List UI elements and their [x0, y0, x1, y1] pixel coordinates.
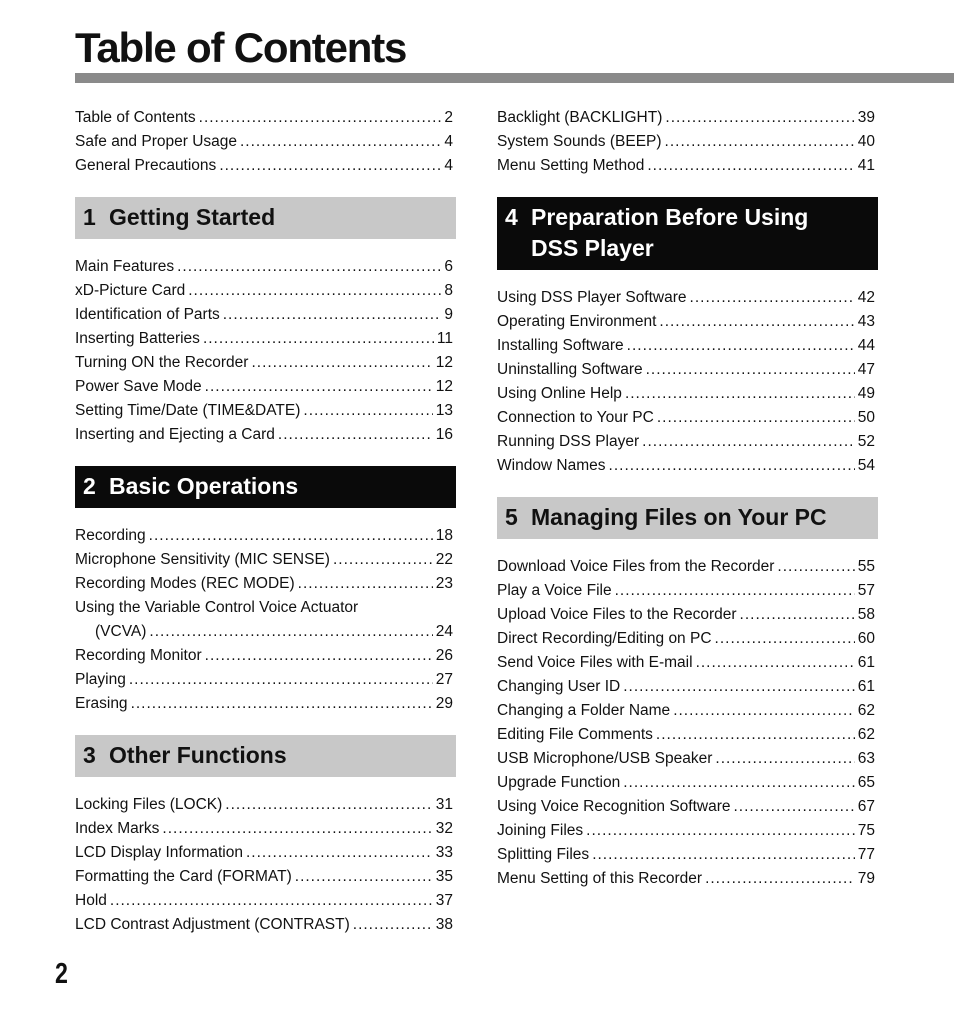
toc-entry[interactable]: Recording Modes (REC MODE) ..... 23 [75, 572, 453, 596]
toc-entry[interactable]: Inserting Batteries ..... 11 [75, 327, 453, 351]
toc-entry[interactable]: Window Names ..... 54 [497, 454, 875, 478]
section-heading-basic-operations: 2 Basic Operations [75, 466, 456, 508]
toc-entry[interactable]: Setting Time/Date (TIME&DATE) ..... 13 [75, 399, 453, 423]
toc-entry[interactable]: Microphone Sensitivity (MIC SENSE) ..... 22 [75, 548, 453, 572]
toc-entry[interactable]: Menu Setting Method ..... 41 [497, 154, 875, 178]
section-2-entries [75, 524, 453, 716]
toc-entry[interactable]: Erasing ..... 29 [75, 692, 453, 716]
toc-entry[interactable]: Hold ..... 37 [75, 889, 453, 913]
section-3-entries [75, 793, 453, 937]
toc-entry[interactable]: Recording Monitor ..... 26 [75, 644, 453, 668]
toc-entry[interactable]: USB Microphone/USB Speaker ..... 63 [497, 747, 875, 771]
toc-entry[interactable]: General Precautions ..... 4 [75, 154, 453, 178]
toc-intro [75, 106, 453, 178]
toc-entry[interactable]: Send Voice Files with E-mail ..... 61 [497, 651, 875, 675]
toc-entry[interactable]: Index Marks ..... 32 [75, 817, 453, 841]
section-1-entries [75, 255, 453, 447]
toc-column-right [497, 106, 875, 891]
toc-entry[interactable]: Play a Voice File ..... 57 [497, 579, 875, 603]
toc-entry[interactable]: Uninstalling Software ..... 47 [497, 358, 875, 382]
page-number: 2 [55, 958, 68, 990]
toc-entry[interactable]: Locking Files (LOCK) ..... 31 [75, 793, 453, 817]
page-title: Table of Contents [75, 24, 407, 71]
toc-entry[interactable]: LCD Display Information ..... 33 [75, 841, 453, 865]
toc-entry[interactable]: Table of Contents ..... 2 [75, 106, 453, 130]
section-heading-getting-started: 1 Getting Started [75, 197, 456, 239]
toc-entry[interactable]: Using Voice Recognition Software ..... 67 [497, 795, 875, 819]
title-rule [75, 73, 954, 83]
toc-entry-continuation[interactable]: (VCVA) ..... 24 [75, 620, 453, 644]
section-heading-other-functions: 3 Other Functions [75, 735, 456, 777]
section-4-entries [497, 286, 875, 478]
toc-entry[interactable]: Power Save Mode ..... 12 [75, 375, 453, 399]
toc-entry[interactable]: Turning ON the Recorder ..... 12 [75, 351, 453, 375]
toc-entry[interactable]: Using DSS Player Software ..... 42 [497, 286, 875, 310]
section-heading-preparation-dss-player: 4 Preparation Before Using DSS Player [497, 197, 878, 270]
toc-entry[interactable]: Recording ..... 18 [75, 524, 453, 548]
section-5-entries [497, 555, 875, 891]
toc-column-left [75, 106, 453, 937]
toc-entry-wrapped[interactable]: Using the Variable Control Voice Actuator [75, 599, 359, 616]
toc-entry[interactable]: Safe and Proper Usage ..... 4 [75, 130, 453, 154]
toc-entry[interactable]: Upgrade Function ..... 65 [497, 771, 875, 795]
toc-entry[interactable]: Upload Voice Files to the Recorder ..... 58 [497, 603, 875, 627]
toc-entry[interactable]: Main Features ..... 6 [75, 255, 453, 279]
toc-entry[interactable]: Playing ..... 27 [75, 668, 453, 692]
toc-entry[interactable]: Direct Recording/Editing on PC ..... 60 [497, 627, 875, 651]
toc-entry[interactable]: Download Voice Files from the Recorder ..... 55 [497, 555, 875, 579]
toc-entry[interactable]: Using Online Help ..... 49 [497, 382, 875, 406]
toc-entry[interactable]: Inserting and Ejecting a Card ..... 16 [75, 423, 453, 447]
toc-entry[interactable]: Identification of Parts ..... 9 [75, 303, 453, 327]
toc-entry[interactable]: Changing a Folder Name ..... 62 [497, 699, 875, 723]
toc-entry[interactable]: Installing Software ..... 44 [497, 334, 875, 358]
section-heading-managing-files: 5 Managing Files on Your PC [497, 497, 878, 539]
section-3-continued-entries [497, 106, 875, 178]
toc-entry[interactable]: Connection to Your PC ..... 50 [497, 406, 875, 430]
toc-entry[interactable]: Menu Setting of this Recorder ..... 79 [497, 867, 875, 891]
toc-entry[interactable]: Splitting Files ..... 77 [497, 843, 875, 867]
toc-entry[interactable]: xD-Picture Card ..... 8 [75, 279, 453, 303]
toc-entry[interactable]: Joining Files ..... 75 [497, 819, 875, 843]
toc-entry[interactable]: System Sounds (BEEP) ..... 40 [497, 130, 875, 154]
toc-entry[interactable]: LCD Contrast Adjustment (CONTRAST) ..... 38 [75, 913, 453, 937]
toc-entry[interactable]: Backlight (BACKLIGHT) ..... 39 [497, 106, 875, 130]
toc-entry[interactable]: Formatting the Card (FORMAT) ..... 35 [75, 865, 453, 889]
toc-entry[interactable]: Running DSS Player ..... 52 [497, 430, 875, 454]
toc-entry[interactable]: Editing File Comments ..... 62 [497, 723, 875, 747]
toc-entry[interactable]: Changing User ID ..... 61 [497, 675, 875, 699]
toc-entry[interactable]: Operating Environment ..... 43 [497, 310, 875, 334]
